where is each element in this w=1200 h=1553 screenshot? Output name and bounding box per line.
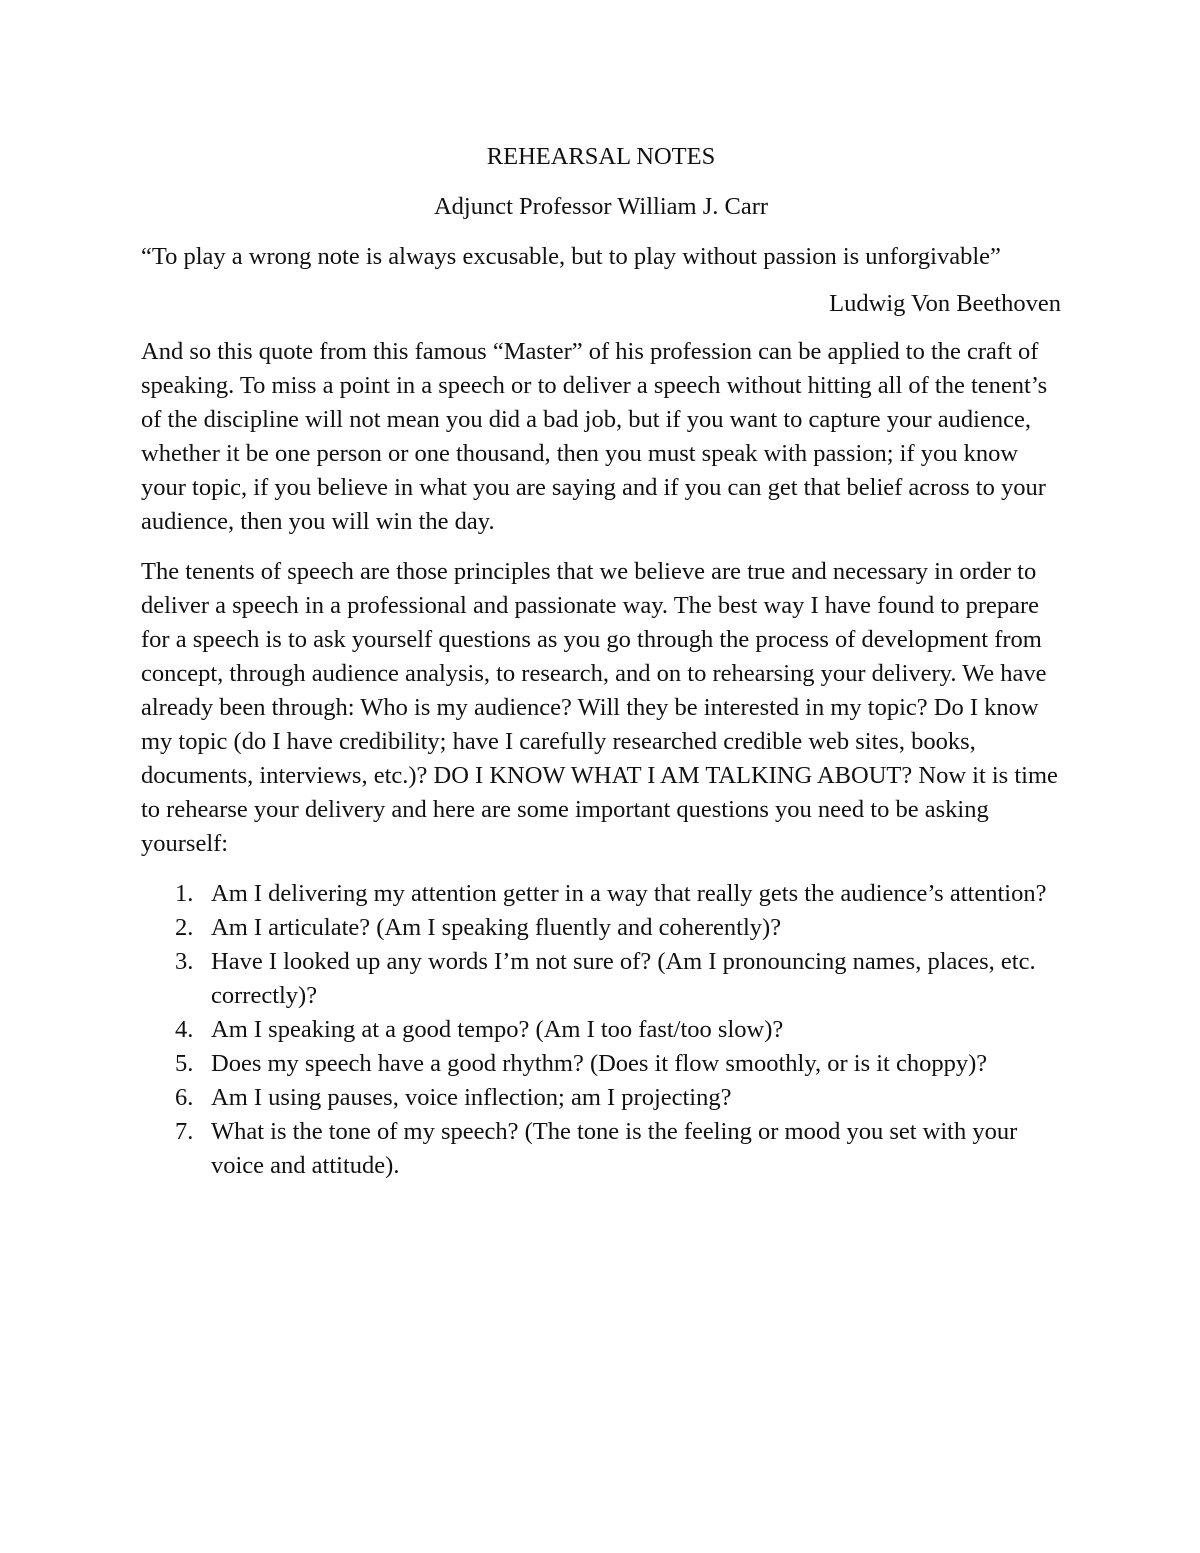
list-item: [141, 1115, 1061, 1183]
list-item: [141, 1047, 1061, 1081]
list-item-text: Does my speech have a good rhythm? (Does it flow smoothly, or is it choppy)?: [211, 1050, 988, 1077]
list-item-text: Am I articulate? (Am I speaking fluently and coherently)?: [211, 914, 782, 941]
author-line: Adjunct Professor William J. Carr: [433, 193, 769, 220]
list-item-text: Am I using pauses, voice inflection; am I projecting?: [211, 1084, 732, 1111]
body-paragraph: And so this quote from this famous “Master” of his profession can be applied to the craft of speaking. To miss a point in a speech or to deliver a speech without hitting all of the tenent’s of the discipline will not mean you did a bad job, but if you want to capture your audience, whether it be one person or one thousand, then you must speak with passion; if you know your topic, if you believe in what you are saying and if you can get that belief across to your audience, then you will win the day.: [141, 338, 1048, 535]
epigraph-quote: “To play a wrong note is always excusable, but to play without passion is unforgivable”: [141, 243, 1001, 270]
document-page: [141, 140, 1061, 1183]
list-item-number: 3.: [175, 948, 194, 975]
list-item-number: 2.: [175, 914, 194, 941]
list-item-number: 6.: [175, 1084, 194, 1111]
document-title: REHEARSAL NOTES: [486, 143, 716, 170]
list-item-number: 1.: [175, 880, 194, 907]
list-item: [141, 877, 1061, 911]
list-item-number: 5.: [175, 1050, 194, 1077]
list-item-text: What is the tone of my speech? (The tone is the feeling or mood you set with your voice and attitude).: [211, 1118, 1018, 1179]
list-item: [141, 1013, 1061, 1047]
list-item-text: Am I delivering my attention getter in a way that really gets the audience’s attention?: [211, 880, 1047, 907]
body-paragraph: The tenents of speech are those principles that we believe are true and necessary in order to deliver a speech in a professional and passionate way. The best way I have found to prepare for a speech is to ask yourself questions as you go through the process of development from concept, through audience analysis, to research, and on to rehearsing your delivery. We have already been through: Who is my audience? Will they be interested in my topic? Do I know my topic (do I have credibility; have I carefully researched credible web sites, books, documents, interviews, etc.)? DO I KNOW WHAT I AM TALKING ABOUT? Now it is time to rehearse your delivery and here are some important questions you need to be asking yourself:: [141, 558, 1058, 857]
list-item: [141, 1081, 1061, 1115]
list-item: [141, 945, 1061, 1013]
list-item-text: Have I looked up any words I’m not sure of? (Am I pronouncing names, places, etc. correctly)?: [211, 948, 1036, 1009]
list-item-number: 7.: [175, 1118, 194, 1145]
quote-attribution: Ludwig Von Beethoven: [829, 290, 1061, 317]
rehearsal-questions-list: [141, 877, 1061, 1183]
list-item-number: 4.: [175, 1016, 194, 1043]
list-item: [141, 911, 1061, 945]
list-item-text: Am I speaking at a good tempo? (Am I too fast/too slow)?: [211, 1016, 784, 1043]
